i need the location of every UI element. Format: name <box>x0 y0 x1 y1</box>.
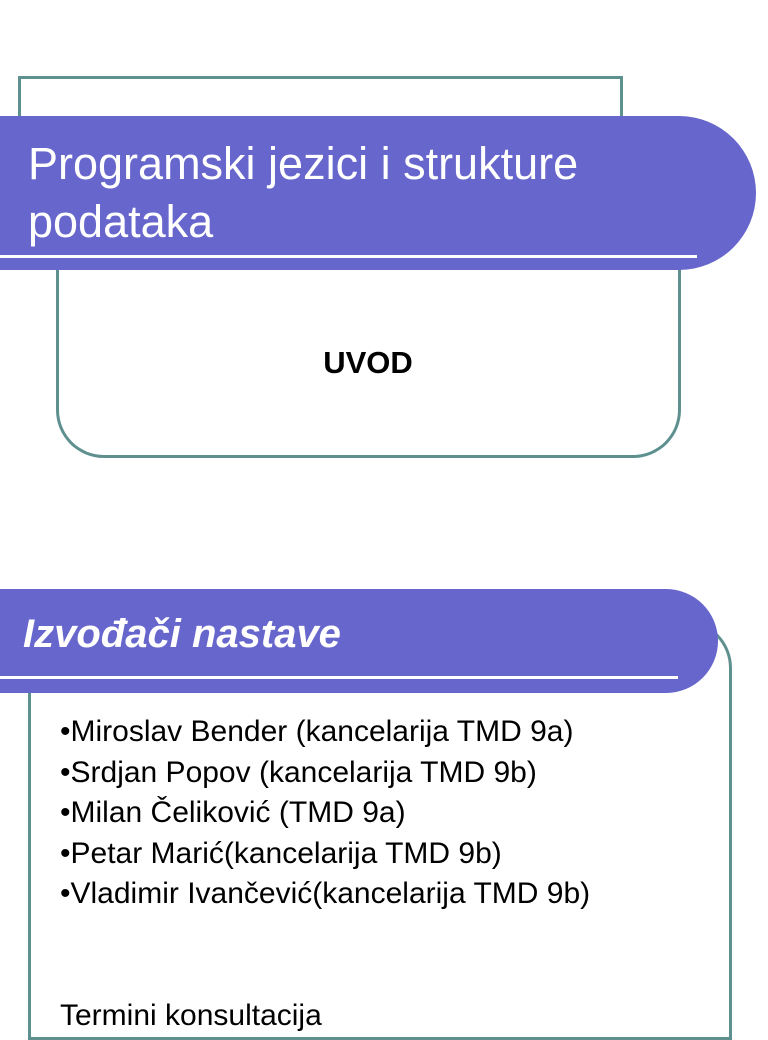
lecturer-item: •Milan Čeliković (TMD 9a) <box>60 796 406 829</box>
slide1-title-banner <box>0 116 756 270</box>
slide2-title-underline <box>0 676 678 679</box>
slide1-subtitle: UVOD <box>323 345 413 380</box>
lecturer-item: •Petar Marić(kancelarija TMD 9b) <box>60 836 502 870</box>
lecturer-item: •Vladimir Ivančević(kancelarija TMD 9b) <box>60 877 591 910</box>
slide1-title-line-1: Programski jezici i strukture <box>28 138 579 189</box>
consultation-heading: Termini konsultacija <box>60 999 322 1032</box>
lecturer-item: •Srdjan Popov (kancelarija TMD 9b) <box>60 755 537 789</box>
slide1-title-line-2: podataka <box>28 196 214 247</box>
lecturer-list <box>60 712 590 915</box>
slide2-title-banner <box>0 589 718 693</box>
slide2-title: Izvođači nastave <box>23 612 341 656</box>
slide1-title <box>28 135 668 251</box>
lecturer-item: •Miroslav Bender (kancelarija TMD 9a) <box>60 715 574 748</box>
slide1-title-underline <box>0 255 697 258</box>
